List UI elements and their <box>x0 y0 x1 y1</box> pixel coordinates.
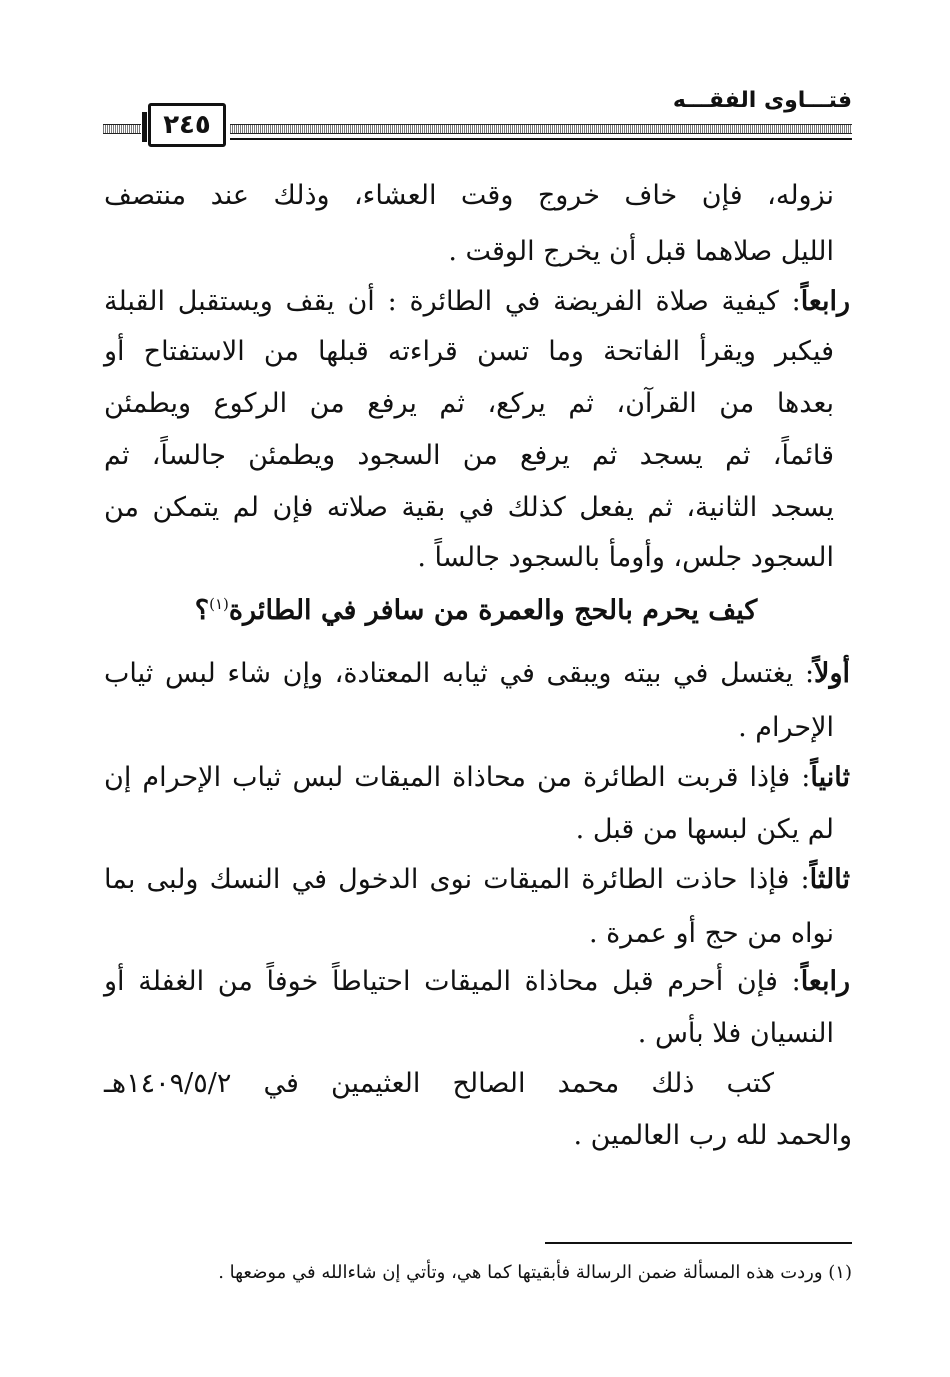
footnote-ref: (١) <box>209 595 229 613</box>
item-4-label: رابعاً <box>800 966 850 997</box>
body-line-3-text: : كيفية صلاة الفريضة في الطائرة : أن يقف ويستقبل القبلة <box>104 286 801 317</box>
body-line-2: الليل صلاهما قبل أن يخرج الوقت . <box>448 236 834 267</box>
page-number: ٢٤٥ <box>148 103 226 147</box>
item-3-text: : فإذا حاذت الطائرة الميقات نوى الدخول في النسك ولبى بما <box>104 864 810 895</box>
item-3-line-2: نواه من حج أو عمرة . <box>588 918 834 949</box>
item-4-line-2: النسيان فلا بأس . <box>637 1018 834 1049</box>
running-header-title: فتـــاوى الفقـــه <box>672 88 852 113</box>
item-label-rabian: رابعاً <box>800 286 850 317</box>
item-2-text: : فإذا قربت الطائرة من محاذاة الميقات لبس ثياب الإحرام إن <box>104 762 811 793</box>
body-line-7: يسجد الثانية، ثم يفعل كذلك في بقية صلاته فإن لم يتمكن من <box>104 492 834 523</box>
header-rule-left <box>103 124 141 134</box>
item-1-line-1 <box>104 654 850 694</box>
header-rule-right <box>230 124 852 134</box>
footnote-separator <box>545 1242 852 1244</box>
item-2-label: ثانياً <box>810 762 850 793</box>
body-line-8: السجود جلس، وأومأ بالسجود جالساً . <box>417 542 834 573</box>
body-line-3 <box>104 282 850 322</box>
section-heading-text: كيف يحرم بالحج والعمرة من سافر في الطائرة <box>228 595 758 626</box>
item-3-line-1 <box>104 860 850 900</box>
item-1-label: أولاً <box>814 658 850 689</box>
item-4-text: : فإن أحرم قبل محاذاة الميقات احتياطاً خوفاً من الغفلة أو <box>104 966 801 997</box>
header-rule-under <box>230 138 852 140</box>
closing-line-2: والحمد لله رب العالمين . <box>573 1120 852 1151</box>
footnote-text: (١) وردت هذه المسألة ضمن الرسالة فأبقيتها كما هي، وتأتي إن شاءالله في موضعها . <box>218 1262 852 1283</box>
body-line-1: نزوله، فإن خاف خروج وقت العشاء، وذلك عند منتصف <box>104 180 834 211</box>
closing-line-1: كتب ذلك محمد الصالح العثيمين في ١٤٠٩/٥/٢هـ <box>104 1068 774 1099</box>
item-3-label: ثالثاً <box>809 864 850 895</box>
body-line-5: بعدها من القرآن، ثم يركع، ثم يرفع من الركوع ويطمئن <box>104 388 834 419</box>
body-line-4: فيكبر ويقرأ الفاتحة وما تسن قراءته قبلها من الاستفتاح أو <box>104 336 834 367</box>
section-heading <box>100 584 852 631</box>
item-2-line-2: لم يكن لبسها من قبل . <box>575 814 834 845</box>
item-4-line-1 <box>104 962 850 1002</box>
item-1-line-2: الإحرام . <box>738 712 834 743</box>
section-heading-suffix: ؟ <box>194 595 210 626</box>
item-1-text: : يغتسل في بيته ويبقى في ثيابه المعتادة، وإن شاء لبس ثياب <box>104 658 815 689</box>
body-line-6: قائماً، ثم يسجد ثم يرفع من السجود ويطمئن جالساً، ثم <box>104 440 834 471</box>
item-2-line-1 <box>104 758 850 798</box>
